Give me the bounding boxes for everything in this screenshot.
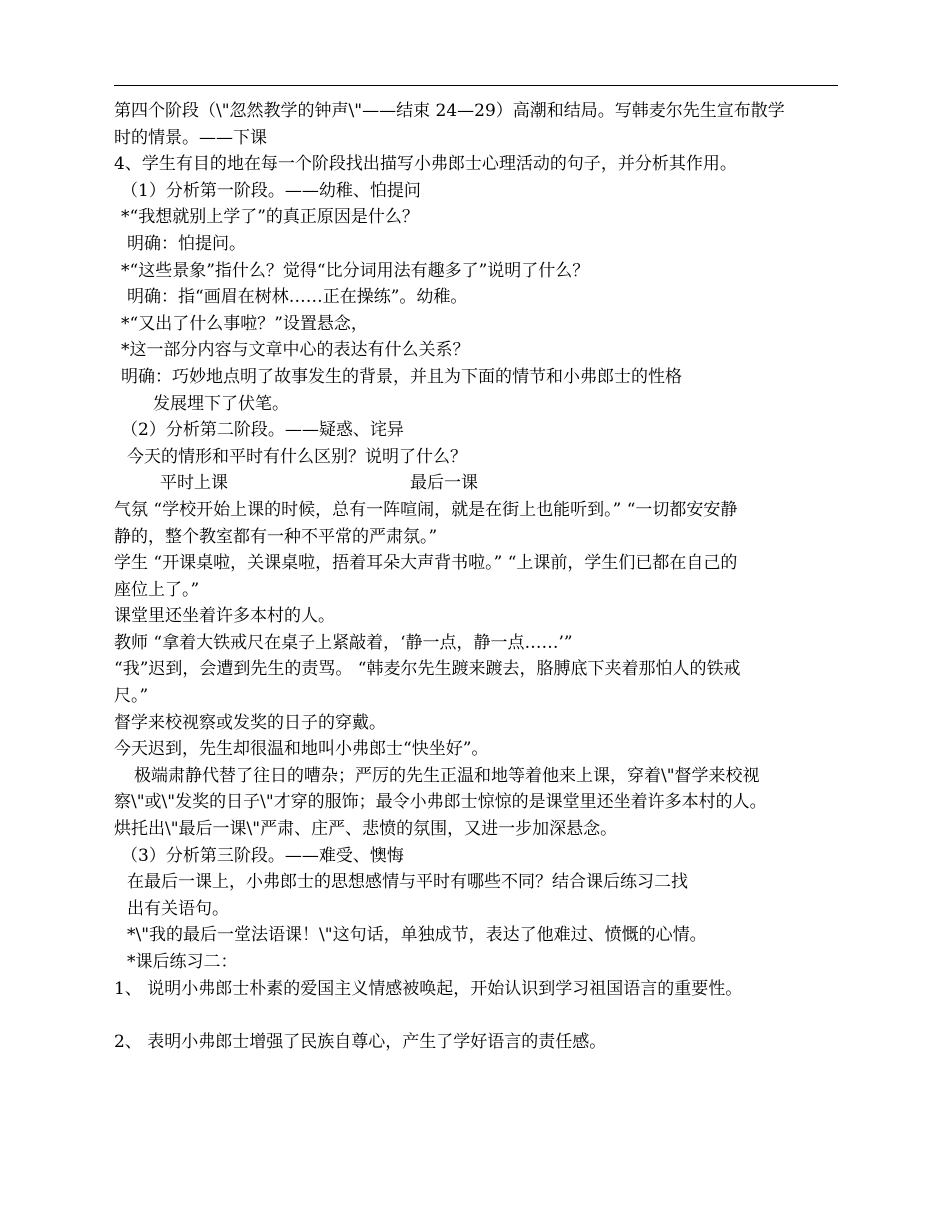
paragraph-line: 察\"或\"发奖的日子\"才穿的服饰；最令小弗郎士惊惊的是课堂里还坐着许多本村的人。: [114, 792, 767, 813]
comparison-header: [114, 470, 838, 497]
section-heading: （2）分析第二阶段。——疑惑、诧异: [121, 420, 404, 441]
question-line: *“又出了什么事啦？”设置悬念，: [121, 313, 368, 334]
document-body: [114, 98, 838, 1055]
paragraph-line: 极端肃静代替了往日的嘈杂；严厉的先生正温和地等着他来上课，穿着\"督学来校视: [134, 765, 760, 786]
section-heading: （1）分析第一阶段。——幼稚、怕提问: [121, 180, 421, 201]
question-line: 出有关语句。: [127, 898, 229, 919]
paragraph-line: 烘托出\"最后一课\"严肃、庄严、悲愤的氛围，又进一步加深悬念。: [114, 819, 618, 840]
comparison-row: 课堂里还坐着许多本村的人。: [114, 606, 335, 627]
header-rule: [114, 85, 838, 86]
comparison-row: 今天迟到，先生却很温和地叫小弗郎士“快坐好”。: [114, 739, 489, 760]
comparison-row: “我”迟到，会遭到先生的责骂。 “韩麦尔先生踱来踱去，胳膊底下夹着那怕人的铁戒: [114, 659, 741, 680]
comparison-row: 气氛 “学校开始上课的时候，总有一阵喧闹，就是在街上也能听到。” “一切都安安静: [114, 499, 738, 520]
question-line: *这一部分内容与文章中心的表达有什么关系？: [121, 340, 470, 361]
comparison-row: 座位上了。”: [114, 579, 200, 600]
question-line: *“我想就别上学了”的真正原因是什么？: [121, 207, 419, 228]
paragraph-line: 第四个阶段（\"忽然教学的钟声\"——结束 24—29）高潮和结局。写韩麦尔先生宣布散学: [114, 101, 785, 121]
section-heading: （3）分析第三阶段。——难受、懊悔: [121, 845, 404, 866]
comparison-row: 静的，整个教室都有一种不平常的严肃氛。”: [114, 526, 438, 547]
question-line: 在最后一课上，小弗郎士的思想感情与平时有哪些不同？结合课后练习二找: [127, 872, 688, 893]
question-line: *“这些景象”指什么？觉得“比分词用法有趣多了”说明了什么？: [121, 260, 590, 281]
blank-line: [114, 1002, 838, 1029]
answer-line: 明确：指“画眉在树林……正在操练”。幼稚。: [127, 287, 468, 308]
column-label-last-lesson: 最后一课: [410, 473, 478, 494]
paragraph-line: 4、学生有目的地在每一个阶段找出描写小弗郎士心理活动的句子，并分析其作用。: [114, 154, 737, 175]
answer-line: 发展埋下了伏笔。: [153, 393, 289, 414]
answer-line: 明确：怕提问。: [127, 233, 246, 254]
column-label-ordinary: 平时上课: [160, 473, 228, 494]
numbered-item: 1、 说明小弗郎士朴素的爱国主义情感被唤起，开始认识到学习祖国语言的重要性。: [114, 978, 743, 999]
answer-line: *\"我的最后一堂法语课！\"这句话，单独成节，表达了他难过、愤慨的心情。: [127, 925, 707, 946]
comparison-row: 学生 “开课桌啦，关课桌啦，捂着耳朵大声背书啦。” “上课前，学生们已都在自己的: [114, 553, 738, 574]
comparison-row: 督学来校视察或发奖的日子的穿戴。: [114, 712, 386, 733]
question-line: 今天的情形和平时有什么区别？说明了什么？: [127, 446, 467, 467]
comparison-row: 教师 “拿着大铁戒尺在桌子上紧敲着，‘静一点，静一点……’”: [114, 632, 573, 653]
paragraph-line: 时的情景。——下课: [114, 127, 267, 148]
comparison-row: 尺。”: [114, 686, 149, 707]
numbered-item: 2、 表明小弗郎士增强了民族自尊心，产生了学好语言的责任感。: [114, 1031, 607, 1052]
answer-line: 明确：巧妙地点明了故事发生的背景，并且为下面的情节和小弗郎士的性格: [121, 366, 682, 387]
answer-line: *课后练习二：: [127, 952, 238, 972]
